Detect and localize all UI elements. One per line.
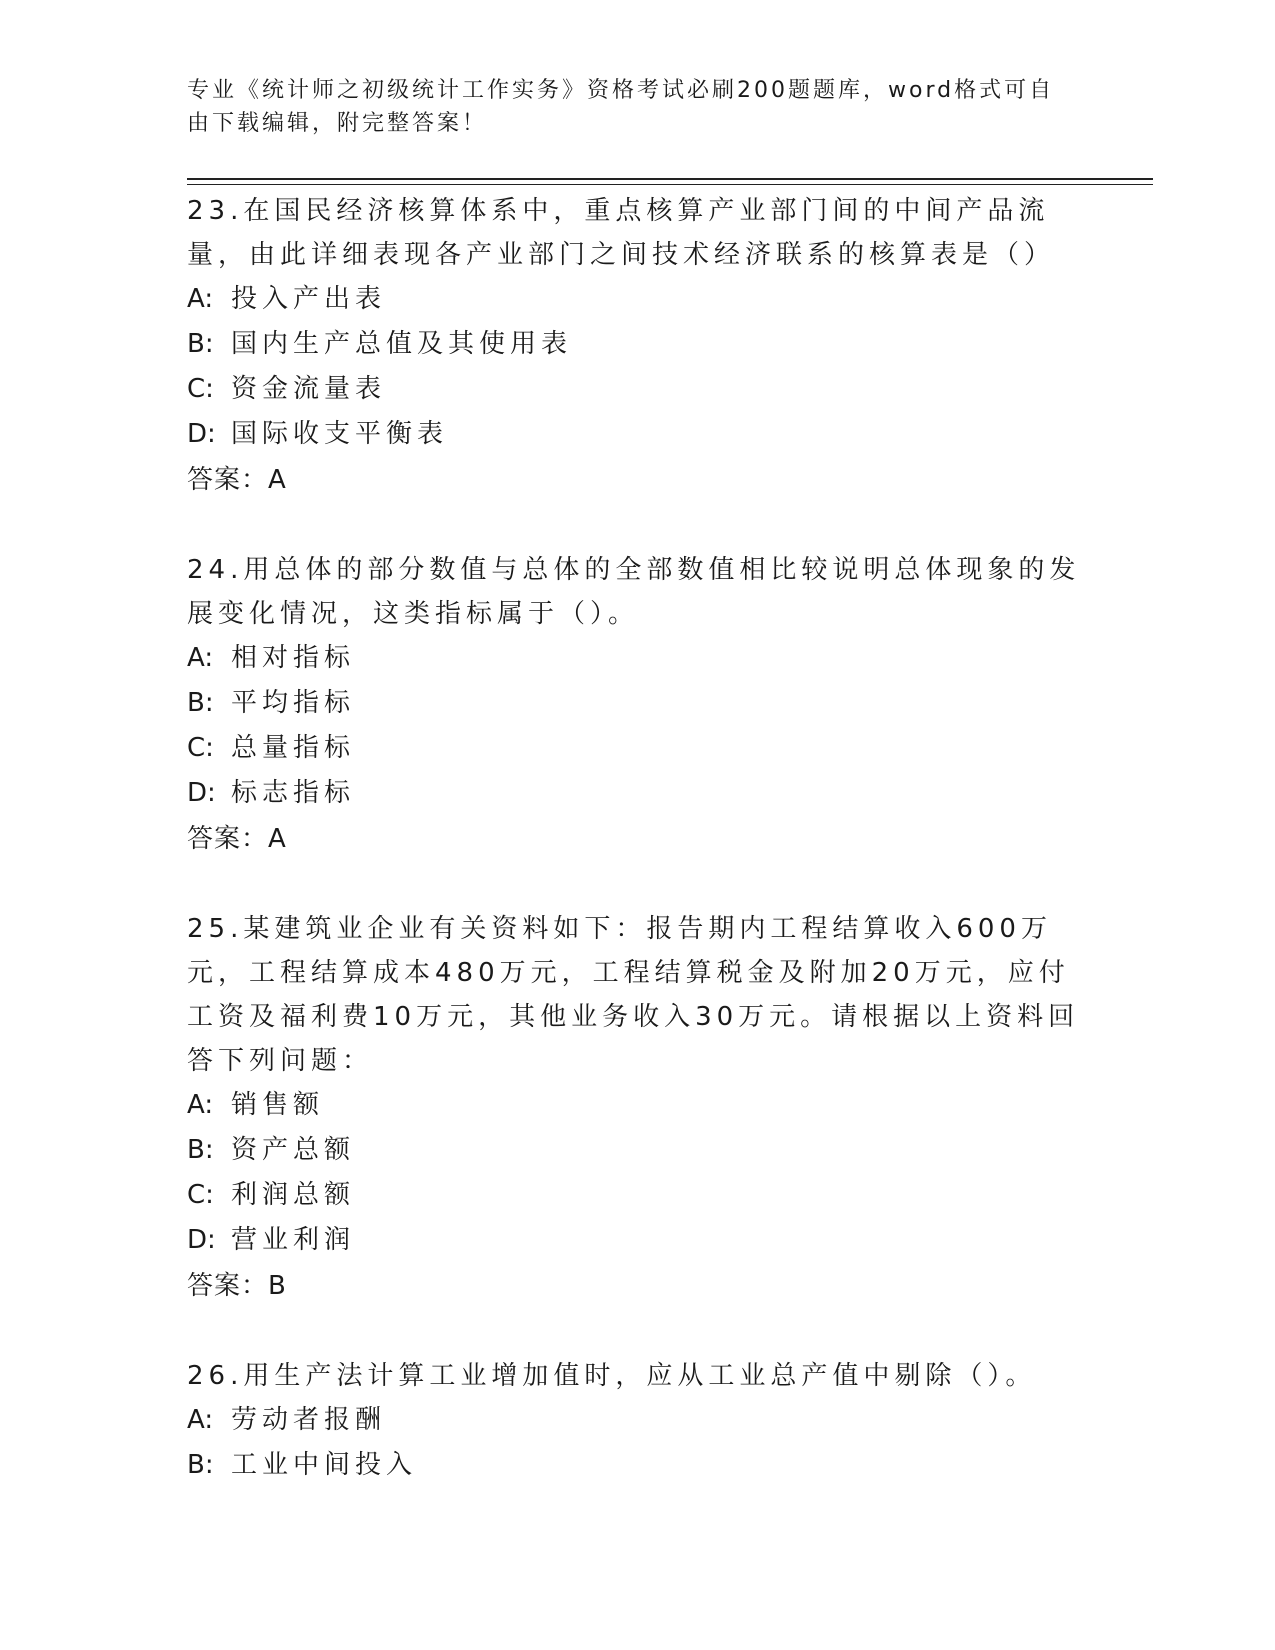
header-text: 专业《统计师之初级统计工作实务》资格考试必刷200题题库，word格式可自由下载编辑，附完整答案！ <box>187 78 1055 136</box>
option-d <box>187 1218 1087 1263</box>
option-b <box>187 681 1087 726</box>
question-23 <box>187 189 1087 503</box>
header-divider-thin <box>187 184 1153 185</box>
option-text: 资产总额 <box>231 1135 356 1165</box>
option-letter: B: <box>187 688 214 718</box>
option-text: 国际收支平衡表 <box>231 419 449 449</box>
option-letter: B: <box>187 1450 214 1480</box>
option-text: 利润总额 <box>231 1180 356 1210</box>
question-stem: 24.用总体的部分数值与总体的全部数值相比较说明总体现象的发展变化情况，这类指标属于（）。 <box>187 555 1081 629</box>
option-text: 总量指标 <box>231 733 356 763</box>
option-b <box>187 1128 1087 1173</box>
document-header <box>187 74 1067 140</box>
question-stem: 25.某建筑业企业有关资料如下：报告期内工程结算收入600万元，工程结算成本480万元，工程结算税金及附加20万元，应付工资及福利费10万元，其他业务收入30万元。请根据以上资料回答下列问题： <box>187 914 1080 1076</box>
question-stem: 23.在国民经济核算体系中，重点核算产业部门间的中间产品流量，由此详细表现各产业部门之间技术经济联系的核算表是（） <box>187 196 1056 270</box>
option-text: 资金流量表 <box>231 374 387 404</box>
option-letter: C: <box>187 733 214 763</box>
option-text: 平均指标 <box>231 688 356 718</box>
option-letter: D: <box>187 1225 216 1255</box>
answer-line: 答案：B <box>187 1271 287 1301</box>
option-letter: C: <box>187 1180 214 1210</box>
question-25 <box>187 907 1087 1309</box>
option-c <box>187 367 1087 412</box>
option-letter: A: <box>187 643 214 673</box>
option-text: 国内生产总值及其使用表 <box>231 329 573 359</box>
option-b <box>187 322 1087 367</box>
option-b <box>187 1443 1087 1488</box>
option-c <box>187 1173 1087 1218</box>
answer-line: 答案：A <box>187 824 287 854</box>
header-divider-thick <box>187 178 1153 180</box>
option-text: 工业中间投入 <box>231 1450 418 1480</box>
option-text: 标志指标 <box>231 778 356 808</box>
question-stem: 26.用生产法计算工业增加值时，应从工业总产值中剔除（）。 <box>187 1361 1037 1391</box>
option-text: 相对指标 <box>231 643 356 673</box>
question-24 <box>187 548 1087 862</box>
answer-line: 答案：A <box>187 465 287 495</box>
option-text: 劳动者报酬 <box>231 1405 387 1435</box>
option-letter: B: <box>187 1135 214 1165</box>
option-text: 投入产出表 <box>231 284 387 314</box>
option-a <box>187 1398 1087 1443</box>
option-letter: A: <box>187 1090 214 1120</box>
question-list <box>187 189 1087 1488</box>
option-a <box>187 1083 1087 1128</box>
option-text: 销售额 <box>231 1090 325 1120</box>
option-letter: A: <box>187 1405 214 1435</box>
option-d <box>187 412 1087 457</box>
option-c <box>187 726 1087 771</box>
option-d <box>187 771 1087 816</box>
option-letter: B: <box>187 329 214 359</box>
option-letter: D: <box>187 419 216 449</box>
option-letter: C: <box>187 374 214 404</box>
option-a <box>187 636 1087 681</box>
option-letter: A: <box>187 284 214 314</box>
option-text: 营业利润 <box>231 1225 356 1255</box>
option-a <box>187 277 1087 322</box>
question-26 <box>187 1354 1087 1488</box>
option-letter: D: <box>187 778 216 808</box>
